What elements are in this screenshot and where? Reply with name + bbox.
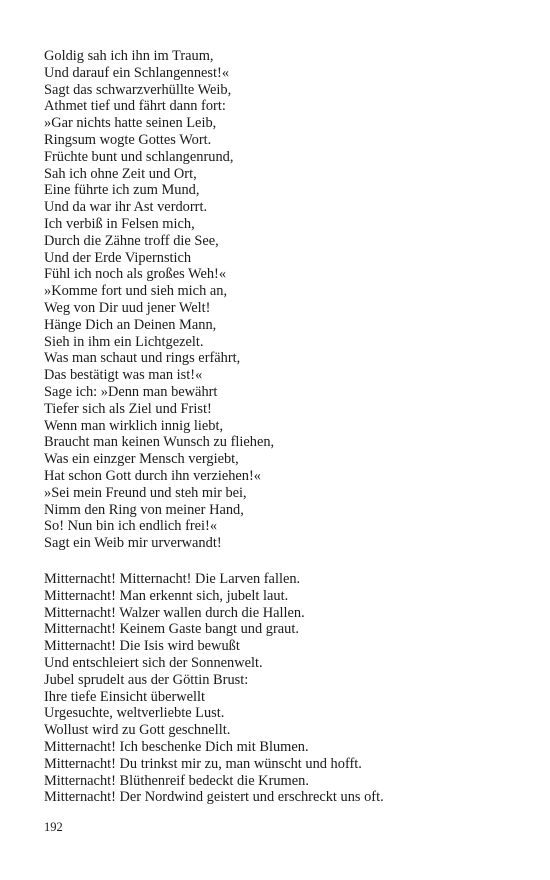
poem-line: »Sei mein Freund und steh mir bei, [44,484,247,501]
poem-line: Braucht man keinen Wunsch zu fliehen, [44,434,275,451]
poem-line: Und darauf ein Schlangennest!« [44,64,230,81]
poem-line: »Gar nichts hatte seinen Leib, [44,115,217,132]
poem-line: Hat schon Gott durch ihn verziehen!« [44,467,261,484]
poem-line: Athmet tief und fährt dann fort: [44,98,226,115]
poem-line: So! Nun bin ich endlich frei!« [44,518,218,535]
poem-line: Mitternacht! Die Isis wird bewußt [44,638,240,655]
poem-line: Hänge Dich an Deinen Mann, [44,316,217,333]
poem-line: Wenn man wirklich innig liebt, [44,417,224,434]
poem-line: Mitternacht! Mitternacht! Die Larven fallen. [44,571,301,587]
poem-line: Urgesuchte, weltverliebte Lust. [44,705,225,722]
poem-line: Ihre tiefe Einsicht überwellt [44,688,206,705]
poem-line: Wollust wird zu Gott geschnellt. [44,722,231,739]
poem-line: Sagt ein Weib mir urverwandt! [44,535,222,552]
poem-line: Weg von Dir uud jener Welt! [44,299,211,316]
poem-line: Mitternacht! Keinem Gaste bangt und graut. [44,621,299,638]
poem-line: Mitternacht! Ich beschenke Dich mit Blumen. [44,738,309,755]
poem-line: Und der Erde Vipernstich [44,249,192,266]
poem-line: Nimm den Ring von meiner Hand, [44,501,244,518]
poem-line: Sieh in ihm ein Lichtgezelt. [44,333,204,350]
poem-line: Früchte bunt und schlangenrund, [44,148,234,165]
poem-line: »Komme fort und sieh mich an, [44,283,228,300]
poem-line: Goldig sah ich ihn im Traum, [44,48,214,64]
poem-line: Sage ich: »Denn man bewährt [44,383,218,400]
poem-line: Ringsum wogte Gottes Wort. [44,131,212,148]
poem-line: Mitternacht! Blüthenreif bedeckt die Krumen. [44,772,309,789]
poem-stanza-1 [44,48,530,552]
poem-line: Mitternacht! Du trinkst mir zu, man wünscht und hofft. [44,755,362,772]
poem-line: Mitternacht! Man erkennt sich, jubelt laut. [44,587,289,604]
poem-line: Sagt das schwarzverhüllte Weib, [44,81,232,98]
poem-line: Eine führte ich zum Mund, [44,182,200,199]
poem-line: Tiefer sich als Ziel und Frist! [44,400,212,417]
poem-line: Und entschleiert sich der Sonnenwelt. [44,654,263,671]
poem-line: Fühl ich noch als großes Weh!« [44,266,227,283]
poem-line: Ich verbiß in Felsen mich, [44,215,195,232]
poem-line: Sah ich ohne Zeit und Ort, [44,165,197,182]
poem-line: Mitternacht! Der Nordwind geistert und erschreckt uns oft. [44,789,384,806]
page-number: 192 [44,820,63,834]
poem-line: Mitternacht! Walzer wallen durch die Hallen. [44,604,305,621]
poem-line: Was ein einzger Mensch vergiebt, [44,451,239,468]
poem-line: Durch die Zähne troff die See, [44,232,219,249]
poem-line: Was man schaut und rings erfährt, [44,350,241,367]
poem-line: Und da war ihr Ast verdorrt. [44,199,208,216]
poem-line: Jubel sprudelt aus der Göttin Brust: [44,671,249,688]
poem-line: Das bestätigt was man ist!« [44,367,203,384]
poem-stanza-2 [44,571,530,806]
